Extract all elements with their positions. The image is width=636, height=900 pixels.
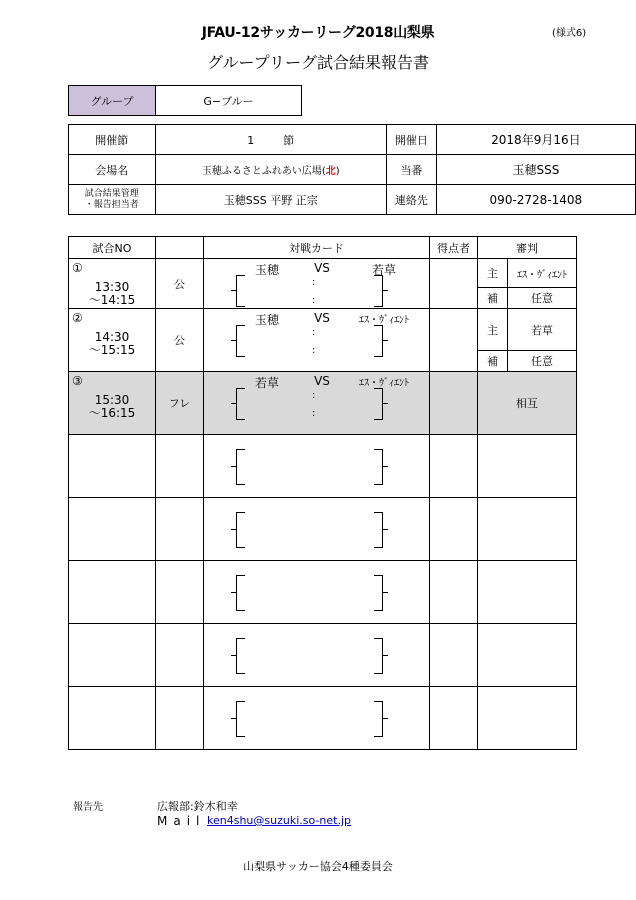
match-type (156, 687, 204, 750)
match-row (69, 372, 577, 435)
match-no-cell (69, 435, 156, 498)
date-label: 開催日 (386, 125, 436, 155)
mail-label: Mail (157, 814, 206, 828)
referee-cell (478, 624, 577, 687)
empty-match-row (69, 435, 577, 498)
match-card (204, 561, 430, 624)
match-type (156, 561, 204, 624)
team-b: ｴｽ・ｳﾞｨｴﾝﾄ (359, 315, 409, 326)
venue-cell (155, 155, 386, 185)
group-label: グループ (69, 86, 156, 116)
left-bracket (236, 449, 245, 485)
left-bracket (236, 512, 245, 548)
referee-header: 審判 (478, 237, 577, 259)
manager-label-line1: 試合結果管理 (84, 188, 139, 199)
right-bracket (374, 575, 383, 611)
left-bracket (236, 325, 245, 357)
left-bracket (236, 575, 245, 611)
empty-match-row (69, 687, 577, 750)
team-a: 玉穂 (254, 263, 279, 277)
right-bracket (374, 449, 383, 485)
referee-cell (478, 498, 577, 561)
match-no: ③ (72, 374, 83, 388)
match-card (204, 624, 430, 687)
scorer-cell (430, 561, 478, 624)
referee-cell (478, 435, 577, 498)
duty-label: 当番 (386, 155, 436, 185)
pr-contact: 広報部:鈴木和幸 (157, 800, 238, 813)
team-b: 若草 (371, 263, 396, 277)
empty-match-row (69, 561, 577, 624)
session-unit: 節 (283, 133, 295, 147)
group-table (68, 85, 302, 116)
match-start-time: 14:30 (94, 330, 130, 344)
scorer-cell (430, 498, 478, 561)
right-bracket (374, 325, 383, 357)
left-bracket (236, 638, 245, 674)
date-value: 2018年9月16日 (436, 125, 635, 155)
contact-value: 090-2728-1408 (436, 185, 635, 215)
scorer-cell (430, 624, 478, 687)
score-colon-1: : (312, 277, 316, 288)
match-no: ② (72, 311, 83, 325)
manager-value: 玉穂SSS 平野 正宗 (155, 185, 386, 215)
match-end-time: 〜15:15 (88, 343, 136, 357)
match-no-cell (69, 309, 156, 372)
referee-cell (478, 561, 577, 624)
match-no-cell (69, 498, 156, 561)
right-bracket (374, 638, 383, 674)
match-table (68, 236, 577, 750)
manager-label-line2: ・報告担当者 (84, 199, 139, 210)
right-bracket (374, 701, 383, 737)
scorer-header: 得点者 (430, 237, 478, 259)
venue-mark: 北 (325, 166, 336, 177)
mail-link[interactable]: ken4shu@suzuki.so-net.jp (207, 814, 351, 827)
ref-sub-label: 補 (478, 351, 508, 372)
ref-main: 若草 (508, 309, 577, 351)
match-card (204, 372, 430, 435)
contact-label: 連絡先 (386, 185, 436, 215)
ref-sub: 任意 (508, 351, 577, 372)
right-bracket (374, 388, 383, 420)
team-a: 若草 (254, 376, 279, 390)
match-type: 公 (156, 309, 204, 372)
match-start-time: 15:30 (94, 393, 130, 407)
match-no-cell (69, 624, 156, 687)
team-a: 玉穂 (254, 313, 279, 327)
ref-main-label: 主 (478, 259, 508, 288)
match-time (69, 331, 155, 357)
ref-sub: 任意 (508, 288, 577, 309)
venue-value: 玉穂ふるさとふれあい広場( (201, 166, 326, 177)
session-cell (155, 125, 386, 155)
scorer-cell (430, 309, 478, 372)
ref-main: ｴｽ・ｳﾞｨｴﾝﾄ (508, 259, 577, 288)
match-time (69, 281, 155, 307)
match-start-time: 13:30 (94, 280, 130, 294)
scorer-cell (430, 435, 478, 498)
score-colon-2: : (312, 345, 316, 356)
ref-sub-label: 補 (478, 288, 508, 309)
match-no-cell (69, 259, 156, 309)
match-row (69, 259, 577, 288)
right-bracket (374, 512, 383, 548)
team-b: ｴｽ・ｳﾞｨｴﾝﾄ (359, 378, 409, 389)
match-no-cell (69, 372, 156, 435)
venue-label: 会場名 (69, 155, 156, 185)
match-type (156, 498, 204, 561)
document-title: JFAU-12サッカーリーグ2018山梨県 (201, 25, 435, 41)
match-type: フレ (156, 372, 204, 435)
info-table (68, 124, 636, 215)
match-type (156, 435, 204, 498)
vs-label: VS (314, 261, 330, 275)
match-end-time: 〜16:15 (88, 406, 136, 420)
left-bracket (236, 275, 245, 307)
match-card (204, 687, 430, 750)
match-end-time: 〜14:15 (88, 293, 136, 307)
match-card (204, 259, 430, 309)
left-bracket (236, 701, 245, 737)
match-no-cell (69, 561, 156, 624)
group-value: G−ブルー (156, 86, 302, 116)
match-no-cell (69, 687, 156, 750)
duty-value: 玉穂SSS (436, 155, 635, 185)
card-header: 対戦カード (204, 237, 430, 259)
match-no-header: 試合NO (69, 237, 156, 259)
score-colon-1: : (312, 390, 316, 401)
score-colon-1: : (312, 327, 316, 338)
session-label: 開催節 (69, 125, 156, 155)
match-card (204, 435, 430, 498)
venue-close: ) (335, 166, 340, 177)
organization: 山梨県サッカー協会4種委員会 (243, 860, 393, 873)
vs-label: VS (314, 311, 330, 325)
match-type: 公 (156, 259, 204, 309)
right-bracket (374, 275, 383, 307)
reporter-label: 報告先 (73, 802, 103, 813)
match-type (156, 624, 204, 687)
ref-main-label: 主 (478, 309, 508, 351)
left-bracket (236, 388, 245, 420)
empty-match-row (69, 624, 577, 687)
empty-match-row (69, 498, 577, 561)
score-colon-2: : (312, 295, 316, 306)
match-card (204, 309, 430, 372)
match-time (69, 394, 155, 420)
scorer-cell (430, 259, 478, 309)
vs-label: VS (314, 374, 330, 388)
referee-cell (478, 687, 577, 750)
match-no: ① (72, 261, 83, 275)
document-subtitle: グループリーグ試合結果報告書 (206, 53, 430, 72)
form-number: (様式6) (552, 28, 587, 39)
scorer-cell (430, 687, 478, 750)
type-header (156, 237, 204, 259)
match-row (69, 309, 577, 351)
score-colon-2: : (312, 408, 316, 419)
match-card (204, 498, 430, 561)
scorer-cell (430, 372, 478, 435)
manager-label (69, 185, 156, 215)
referee-mutual: 相互 (478, 372, 577, 435)
session-value: 1 (247, 133, 255, 147)
